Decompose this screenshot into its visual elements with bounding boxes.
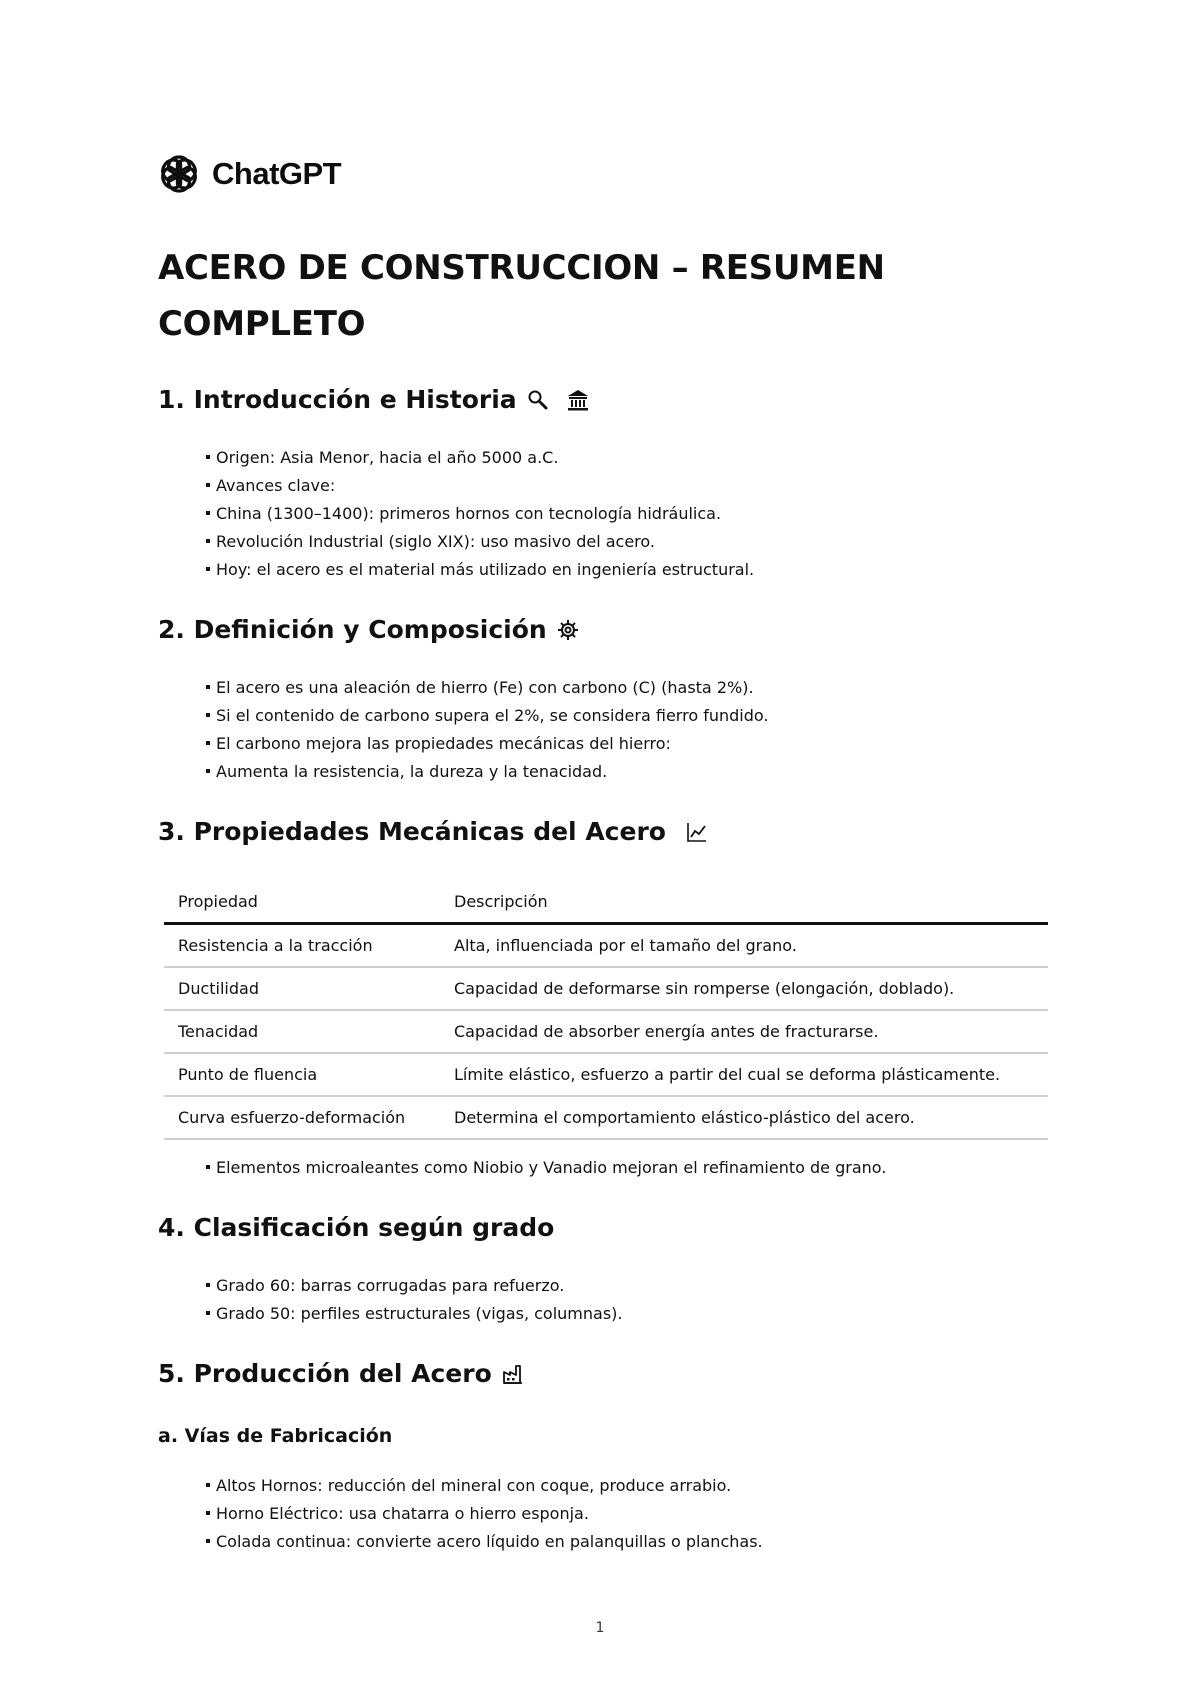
section-heading-text: 4. Clasificación según grado <box>158 1213 555 1242</box>
section-clasificacion <box>158 1208 1048 1328</box>
section-heading <box>158 812 1048 852</box>
table-cell: Resistencia a la tracción <box>164 924 440 968</box>
table-cell: Tenacidad <box>164 1010 440 1053</box>
list-item: Aumenta la resistencia, la dureza y la tenacidad. <box>206 758 1048 786</box>
section-heading <box>158 1354 1048 1394</box>
table-row <box>164 1096 1048 1139</box>
section-heading-text: 1. Introducción e Historia <box>158 385 517 414</box>
gear-icon <box>555 617 581 643</box>
section-definicion <box>158 610 1048 786</box>
section-heading-text: 3. Propiedades Mecánicas del Acero <box>158 817 666 846</box>
column-header: Propiedad <box>164 880 440 924</box>
section-propiedades <box>158 812 1048 1182</box>
section-intro <box>158 380 1048 584</box>
section-produccion <box>158 1354 1048 1556</box>
table-row <box>164 924 1048 968</box>
list-item: Horno Eléctrico: usa chatarra o hierro esponja. <box>206 1500 1048 1528</box>
section-heading <box>158 380 1048 420</box>
list-item: El carbono mejora las propiedades mecánicas del hierro: <box>206 730 1048 758</box>
bullet-list <box>158 444 1048 584</box>
openai-logo-icon <box>158 153 200 195</box>
list-item: Altos Hornos: reducción del mineral con coque, produce arrabio. <box>206 1472 1048 1500</box>
magnifier-icon <box>525 387 551 413</box>
table-cell: Determina el comportamiento elástico-plástico del acero. <box>440 1096 1048 1139</box>
list-item: Colada continua: convierte acero líquido en palanquillas o planchas. <box>206 1528 1048 1556</box>
list-item: Elementos microaleantes como Niobio y Vanadio mejoran el refinamiento de grano. <box>206 1154 1048 1182</box>
table-cell: Capacidad de absorber energía antes de fracturarse. <box>440 1010 1048 1053</box>
subsection-heading: a. Vías de Fabricación <box>158 1425 393 1447</box>
list-item: Grado 50: perfiles estructurales (vigas, columnas). <box>206 1300 1048 1328</box>
table-cell: Alta, influenciada por el tamaño del grano. <box>440 924 1048 968</box>
brand-header <box>158 150 1048 198</box>
list-item: China (1300–1400): primeros hornos con tecnología hidráulica. <box>206 500 1048 528</box>
classical-building-icon <box>565 387 591 413</box>
bullet-list <box>158 674 1048 786</box>
document-page <box>158 150 1048 1556</box>
bullet-list <box>158 1154 1048 1182</box>
table-row <box>164 1053 1048 1096</box>
page-number: 1 <box>595 1620 605 1636</box>
list-item: Grado 60: barras corrugadas para refuerzo. <box>206 1272 1048 1300</box>
chart-increasing-icon <box>684 819 710 845</box>
table-cell: Curva esfuerzo-deformación <box>164 1096 440 1139</box>
table-cell: Ductilidad <box>164 967 440 1010</box>
document-title: ACERO DE CONSTRUCCION – RESUMEN COMPLETO <box>158 248 885 344</box>
table-cell: Capacidad de deformarse sin romperse (elongación, doblado). <box>440 967 1048 1010</box>
section-heading-text: 5. Producción del Acero <box>158 1359 492 1388</box>
table-cell: Límite elástico, esfuerzo a partir del cual se deforma plásticamente. <box>440 1053 1048 1096</box>
list-item: Avances clave: <box>206 472 1048 500</box>
list-item: Si el contenido de carbono supera el 2%, se considera fierro fundido. <box>206 702 1048 730</box>
section-heading <box>158 610 1048 650</box>
table-cell: Punto de fluencia <box>164 1053 440 1096</box>
bullet-list <box>158 1472 1048 1556</box>
section-heading <box>158 1208 1048 1248</box>
bullet-list <box>158 1272 1048 1328</box>
list-item: Revolución Industrial (siglo XIX): uso masivo del acero. <box>206 528 1048 556</box>
factory-icon <box>500 1361 526 1387</box>
table-header-row <box>164 880 1048 924</box>
brand-name: ChatGPT <box>212 156 342 191</box>
list-item: Origen: Asia Menor, hacia el año 5000 a.C. <box>206 444 1048 472</box>
list-item: Hoy: el acero es el material más utilizado en ingeniería estructural. <box>206 556 1048 584</box>
column-header: Descripción <box>440 880 1048 924</box>
list-item: El acero es una aleación de hierro (Fe) con carbono (C) (hasta 2%). <box>206 674 1048 702</box>
table-row <box>164 967 1048 1010</box>
section-heading-text: 2. Definición y Composición <box>158 615 547 644</box>
table-row <box>164 1010 1048 1053</box>
properties-table <box>164 880 1048 1140</box>
